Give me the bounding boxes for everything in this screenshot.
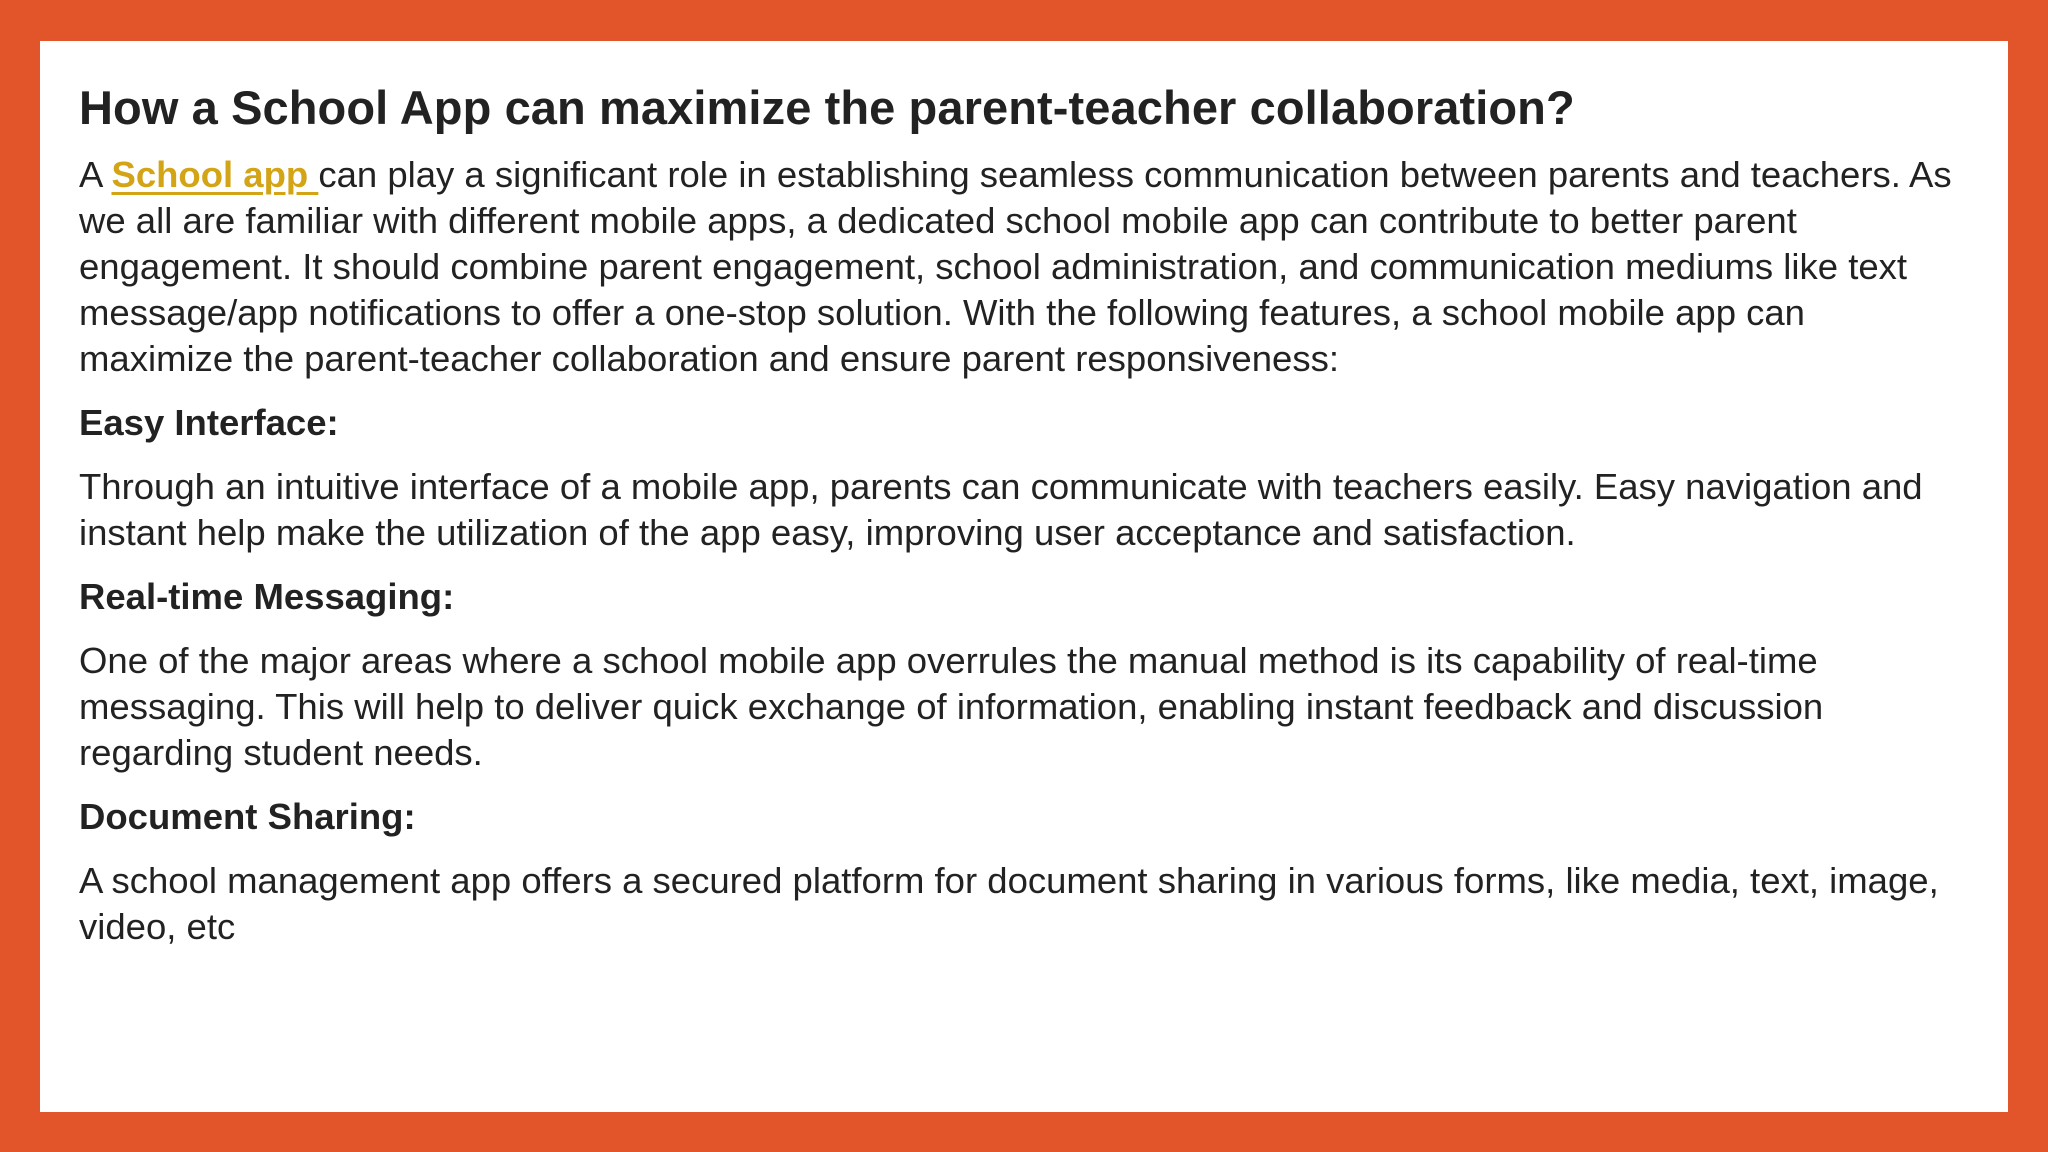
content-card	[40, 41, 2008, 1112]
section-heading-easy-interface: Easy Interface:	[79, 402, 339, 443]
section-heading-real-time-messaging: Real-time Messaging:	[79, 576, 455, 617]
section-body-real-time-messaging: One of the major areas where a school mobile app overrules the manual method is its capability of real-time messaging. This will help to deliver quick exchange of information, enabling instant feedback and discussion regarding student needs.	[79, 640, 1824, 773]
page-title: How a School App can maximize the parent-teacher collaboration?	[79, 81, 1575, 134]
section-body-easy-interface: Through an intuitive interface of a mobile app, parents can communicate with teachers easily. Easy navigation and instant help make the utilization of the app easy, improving user acceptance and satisfaction.	[79, 466, 1923, 553]
article	[79, 78, 1969, 950]
school-app-link[interactable]: School app	[111, 154, 319, 195]
intro-paragraph	[79, 152, 1969, 382]
intro-text: can play a significant role in establishing seamless communication between parents and teachers. As we all are familiar with different mobile apps, a dedicated school mobile app can contribute to better parent engagement. It should combine parent engagement, school administration, and communication mediums like text message/app notifications to offer a one-stop solution. With the following features, a school mobile app can maximize the parent-teacher collaboration and ensure parent responsiveness:	[79, 154, 1952, 379]
section-body-document-sharing: A school management app offers a secured platform for document sharing in various forms, like media, text, image, video, etc	[79, 860, 1939, 947]
intro-prefix: A	[79, 154, 112, 195]
section-heading-document-sharing: Document Sharing:	[79, 796, 416, 837]
